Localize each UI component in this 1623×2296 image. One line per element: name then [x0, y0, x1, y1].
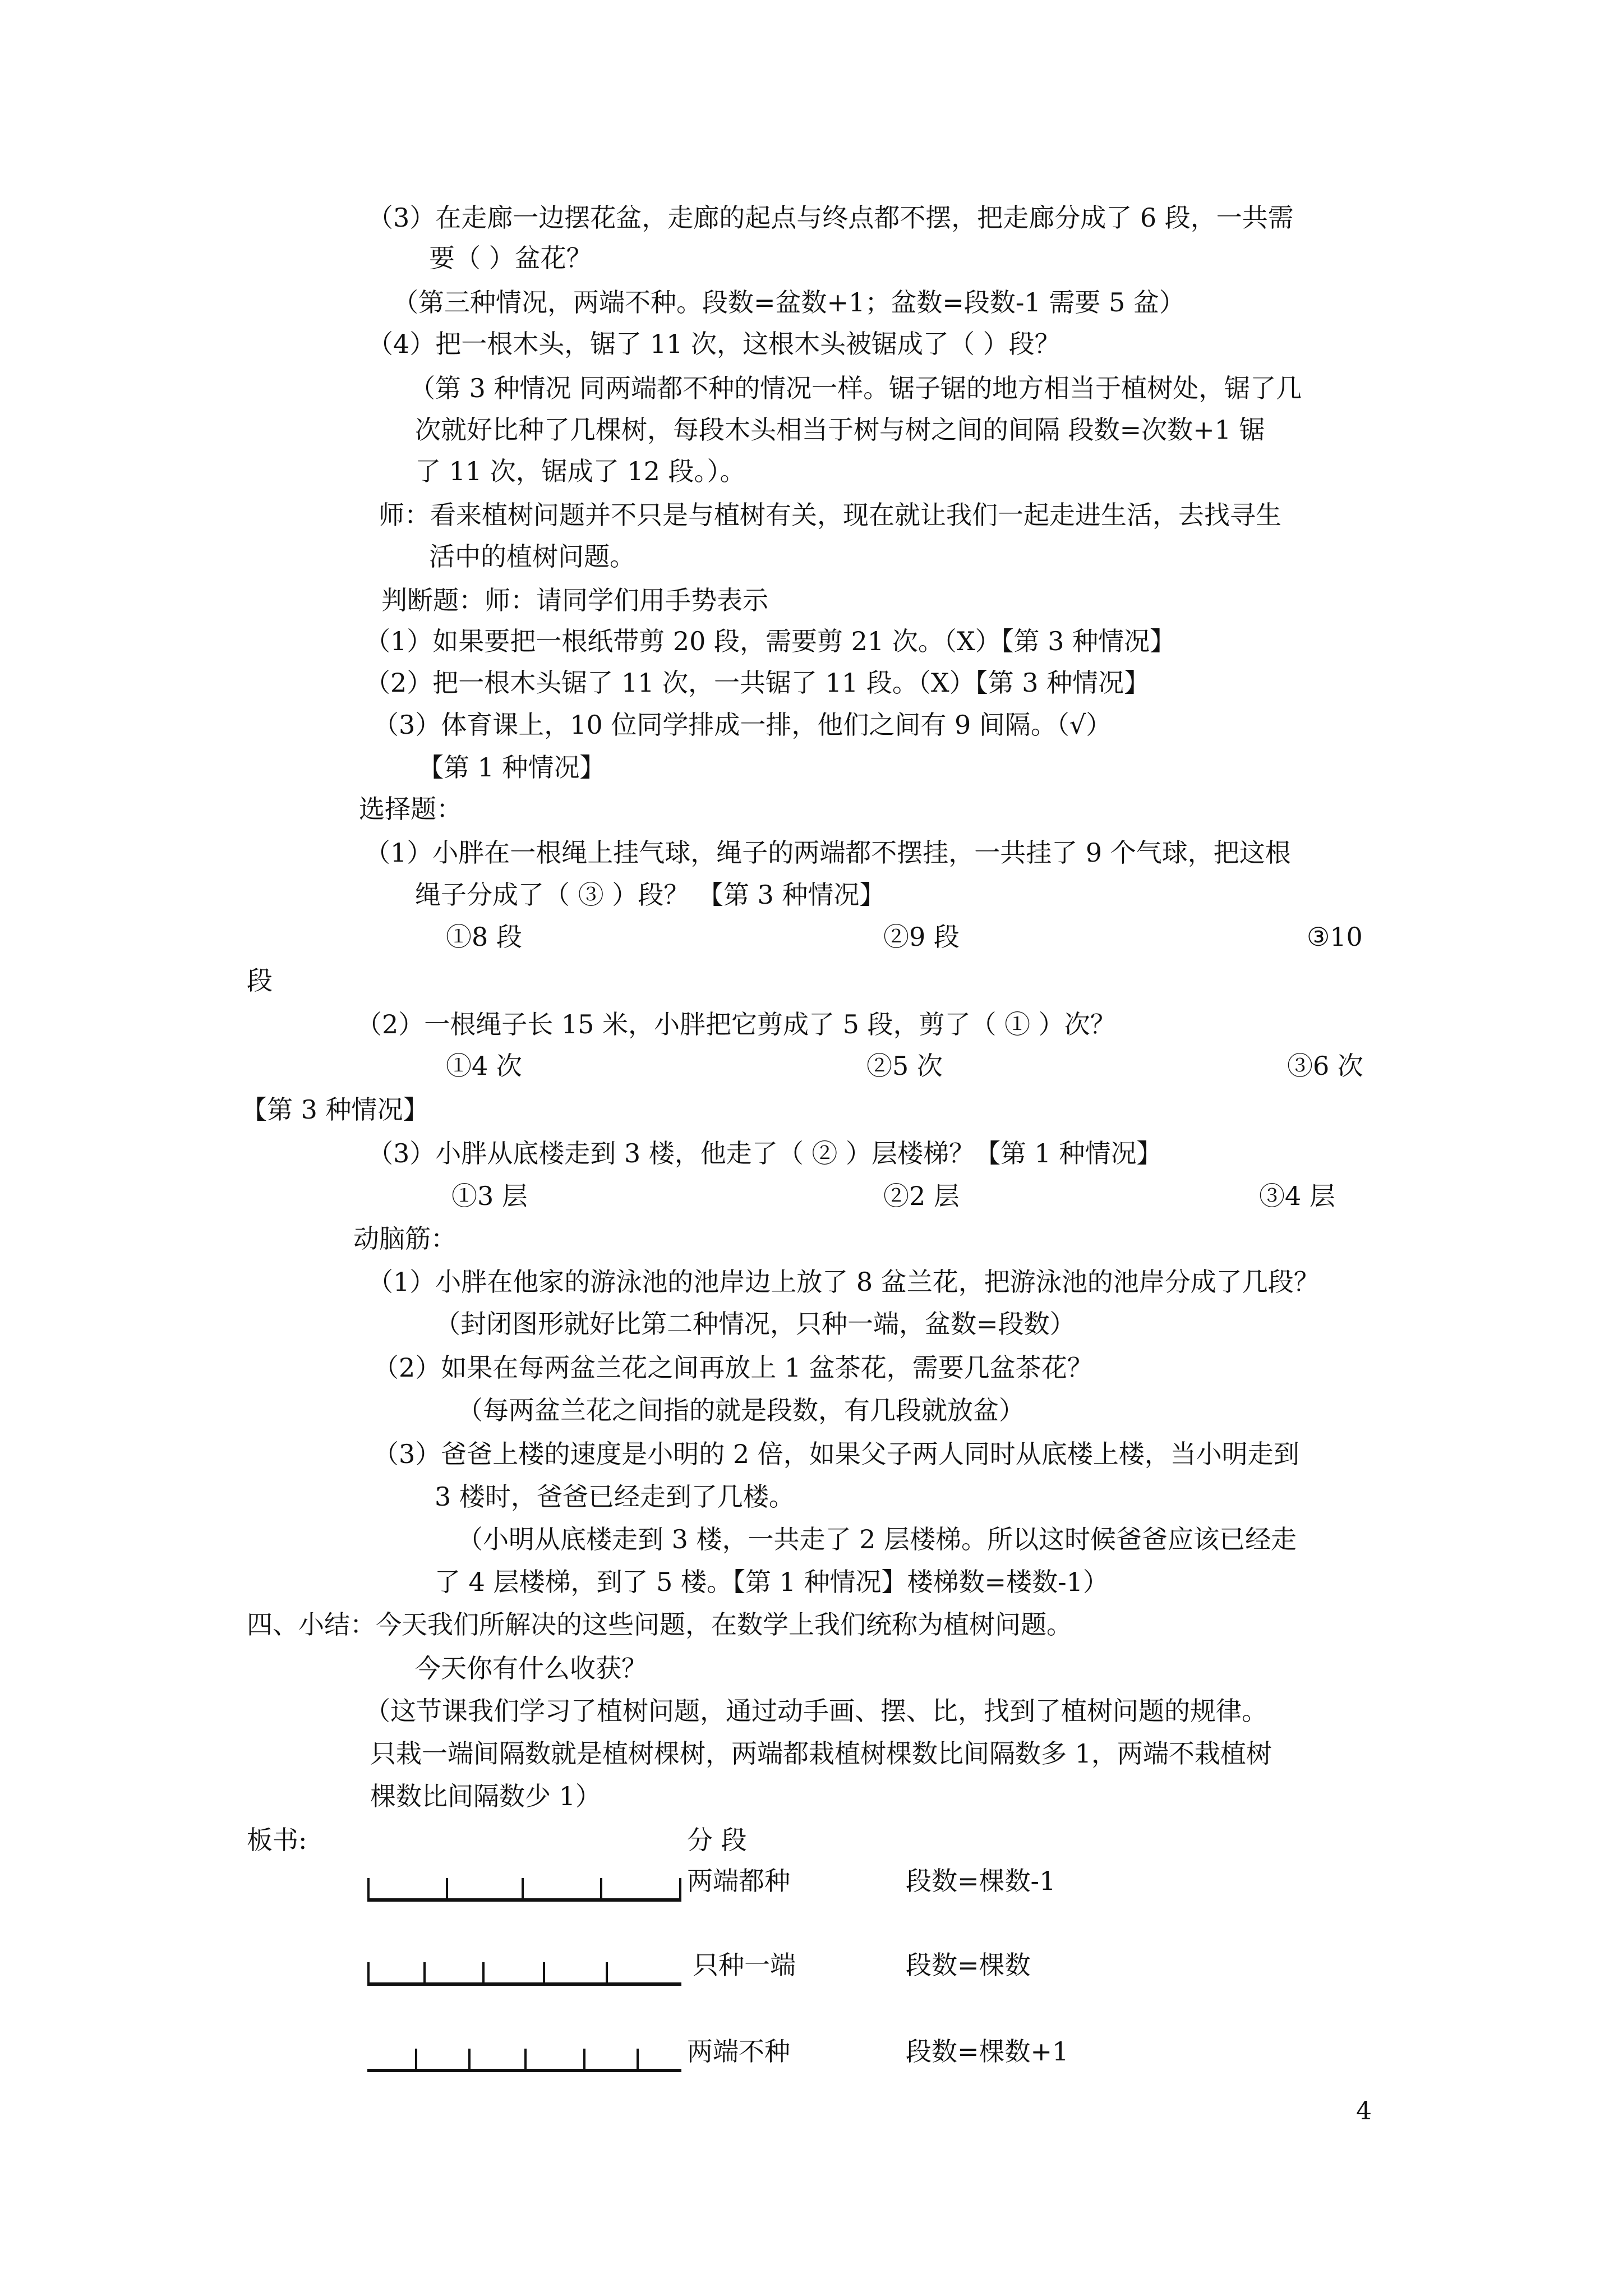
- brain-q3-note1: （小明从底楼走到 3 楼，一共走了 2 层楼梯。所以这时候爸爸应该已经走: [457, 1524, 1297, 1554]
- brain-q3-note2: 了 4 层楼梯，到了 5 楼。【第 1 种情况】楼梯数=楼数-1）: [435, 1567, 1109, 1597]
- choice-q2-option2: ②5 次: [866, 1051, 943, 1081]
- tree-mark: [423, 1962, 426, 1985]
- judge-item3: （3）体育课上，10 位同学排成一排，他们之间有 9 间隔。（√）: [373, 710, 1112, 740]
- choice-q1-wrap: 段: [247, 965, 273, 996]
- brain-q3-line1: （3）爸爸上楼的速度是小明的 2 倍，如果父子两人同时从底楼上楼，当小明走到: [373, 1439, 1299, 1469]
- tree-mark: [637, 2049, 639, 2071]
- brain-q2-note: （每两盆兰花之间指的就是段数，有几段就放盆）: [457, 1395, 1025, 1425]
- choice-heading: 选择题：: [359, 794, 462, 824]
- judge-item1: （1）如果要把一根纸带剪 20 段，需要剪 21 次。（X）【第 3 种情况】: [365, 626, 1176, 656]
- choice-q2-option1: ①4 次: [446, 1051, 522, 1081]
- brain-q2: （2）如果在每两盆兰花之间再放上 1 盆茶花，需要几盆茶花？: [373, 1352, 1093, 1383]
- q4-note3: 了 11 次，锯成了 12 段。）。: [415, 456, 746, 486]
- q3-note: （第三种情况，两端不种。段数=盆数+1；盆数=段数-1 需要 5 盆）: [393, 287, 1185, 318]
- tree-mark: [446, 1878, 448, 1901]
- brain-q1-note: （封闭图形就好比第二种情况，只种一端，盆数=段数）: [435, 1309, 1076, 1339]
- tree-mark: [679, 1878, 681, 1901]
- tree-mark: [482, 1962, 485, 1985]
- choice-q2-option3: ③6 次: [1287, 1051, 1363, 1081]
- brain-heading: 动脑筋：: [353, 1223, 457, 1254]
- judge-item2: （2）把一根木头锯了 11 次，一共锯了 11 段。（X）【第 3 种情况】: [365, 668, 1150, 698]
- tree-mark: [524, 2049, 527, 2071]
- tree-mark: [606, 1962, 608, 1985]
- board-row2-case: 只种一端: [693, 1950, 796, 1980]
- choice-q3-option3: ③4 层: [1259, 1181, 1335, 1211]
- summary-line3: （这节课我们学习了植树问题，通过动手画、摆、比，找到了植树问题的规律。: [365, 1696, 1267, 1726]
- tree-mark: [367, 1878, 370, 1901]
- judge-item3-tag: 【第 1 种情况】: [418, 752, 606, 783]
- choice-q3-line1: （3）小胖从底楼走到 3 楼，他走了（ ② ）层楼梯？【第 1 种情况】: [367, 1138, 1163, 1168]
- board-row1-formula: 段数=棵数-1: [906, 1866, 1056, 1896]
- q3-line1: （3）在走廊一边摆花盆，走廊的起点与终点都不摆，把走廊分成了 6 段，一共需: [367, 203, 1294, 233]
- page-number: 4: [1356, 2097, 1372, 2125]
- board-row3-case: 两端不种: [687, 2036, 790, 2067]
- tree-mark: [367, 1962, 370, 1985]
- summary-line1: 四、小结：今天我们所解决的这些问题，在数学上我们统称为植树问题。: [247, 1609, 1072, 1640]
- board-row3-formula: 段数=棵数+1: [906, 2036, 1069, 2067]
- board-header: 分 段: [687, 1825, 747, 1855]
- q4-line1: （4）把一根木头，锯了 11 次，这根木头被锯成了（ ）段？: [367, 329, 1061, 359]
- q3-line2: 要（ ）盆花？: [429, 243, 592, 273]
- summary-line2: 今天你有什么收获？: [415, 1653, 647, 1683]
- teacher-line2: 活中的植树问题。: [429, 541, 635, 572]
- choice-q1-option3: ③10: [1307, 922, 1363, 952]
- board-row1-case: 两端都种: [687, 1866, 790, 1896]
- tree-mark: [543, 1962, 545, 1985]
- choice-q2-line1: （2）一根绳子长 15 米，小胖把它剪成了 5 段，剪了（ ① ）次？: [356, 1009, 1116, 1039]
- choice-q1-option2: ②9 段: [883, 922, 960, 952]
- choice-q2-tag: 【第 3 种情况】: [241, 1094, 429, 1125]
- board-row2-formula: 段数=棵数: [906, 1950, 1031, 1980]
- choice-q3-option1: ①3 层: [451, 1181, 528, 1211]
- tree-mark: [522, 1878, 524, 1901]
- tree-mark: [468, 2049, 471, 2071]
- summary-line5: 棵数比间隔数少 1）: [370, 1781, 601, 1811]
- judge-heading: 判断题：师：请同学们用手势表示: [381, 585, 768, 615]
- tree-mark: [415, 2049, 417, 2071]
- tree-mark: [583, 2049, 585, 2071]
- choice-q1-option1: ①8 段: [446, 922, 522, 952]
- q4-note1: （第 3 种情况 同两端都不种的情况一样。锯子锯的地方相当于植树处，锯了几: [409, 373, 1302, 403]
- brain-q3-line2: 3 楼时，爸爸已经走到了几楼。: [435, 1481, 795, 1512]
- tree-mark: [600, 1878, 602, 1901]
- board-label: 板书:: [247, 1825, 307, 1855]
- choice-q1-line2: 绳子分成了（ ③ ）段？ 【第 3 种情况】: [415, 880, 886, 910]
- q4-note2: 次就好比种了几棵树，每段木头相当于树与树之间的间隔 段数=次数+1 锯: [415, 415, 1265, 445]
- brain-q1: （1）小胖在他家的游泳池的池岸边上放了 8 盆兰花，把游泳池的池岸分成了几段？: [367, 1267, 1320, 1297]
- teacher-line1: 师：看来植树问题并不只是与植树有关，现在就让我们一起走进生活，去找寻生: [379, 500, 1281, 530]
- segment-line: [367, 1898, 681, 1902]
- segment-line: [367, 1982, 681, 1986]
- summary-line4: 只栽一端间隔数就是植树棵树，两端都栽植树棵数比间隔数多 1，两端不栽植树: [370, 1738, 1272, 1769]
- choice-q3-option2: ②2 层: [883, 1181, 960, 1211]
- choice-q1-line1: （1）小胖在一根绳上挂气球，绳子的两端都不摆挂，一共挂了 9 个气球，把这根: [365, 838, 1291, 868]
